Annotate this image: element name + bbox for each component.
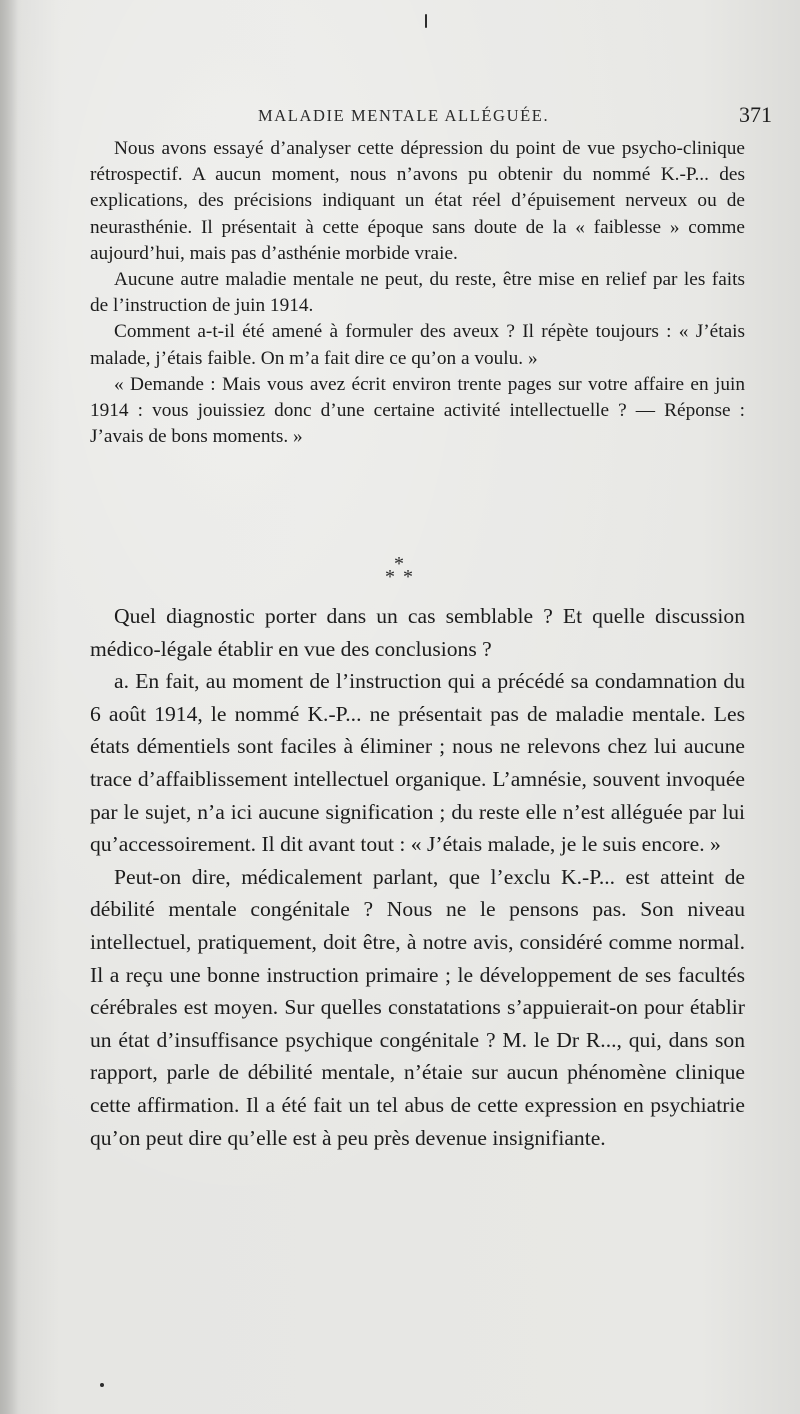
page-number: 371 [739,102,772,127]
page-gutter-shadow [0,0,18,1414]
paragraph-diagnostic-question: Quel diagnostic porter dans un cas semblable ? Et quelle discussion médico-légale établir en vue des conclusions ? [90,604,745,661]
asterism-star-left: * [385,566,395,588]
text-block-lower [90,600,745,1154]
paragraph-interrogation-quote: « Demande : Mais vous avez écrit environ trente pages sur votre affaire en juin 1914 : vous jouissiez donc d’une certaine activité intellectuelle ? — Réponse : J’avais de bons moments. » [90,373,745,448]
ink-speck [100,1383,104,1387]
ink-speck [425,14,427,28]
page-header [90,102,780,132]
asterism-star-top: * [394,553,404,575]
asterism-star-right: * [403,566,413,588]
paragraph-depression-analysis: Nous avons essayé d’analyser cette dépression du point de vue psycho-clinique rétrospectif. A aucun moment, nous n’avons pu obtenir du nommé K.-P... des explications, des précisions indiquant un état réel d’épuisement nerveux ou de neurasthénie. Il présentait à cette époque sans doute de la « faiblesse » comme aujourd’hui, mais pas d’asthénie morbide vraie. [90,138,745,264]
paragraph-point-a: a. En fait, au moment de l’instruction qui a précédé sa condamnation du 6 août 1914, le nommé K.-P... ne présentait pas de maladie mentale. Les états démentiels sont faciles à éliminer ; nous ne relevons chez lui aucune trace d’affaiblissement intellectuel organique. L’amnésie, souvent invoquée par le sujet, n’a ici aucune signification ; du reste elle n’est alléguée par lui qu’accessoirement. Il dit avant tout : « J’étais malade, je le suis encore. » [90,669,745,857]
paragraph-debilite-mentale: Peut-on dire, médicalement parlant, que l’exclu K.-P... est atteint de débilité mentale congénitale ? Nous ne le pensons pas. Son niveau intellectuel, pratiquement, doit être, à notre avis, considéré comme normal. Il a reçu une bonne instruction primaire ; le développement de ses facultés cérébrales est moyen. Sur quelles constatations s’appuierait-on pour établir un état d’insuffisance psychique congénitale ? M. le Dr R..., qui, dans son rapport, parle de débilité mentale, n’étaie sur aucun phénomène clinique cette affirmation. Il a été fait un tel abus de cette expression en psychiatrie qu’on peut dire qu’elle est à peu près devenue insignifiante. [90,864,745,1150]
text-block-upper [90,136,745,450]
running-head: MALADIE MENTALE ALLÉGUÉE. [258,106,550,125]
section-asterism [385,553,415,589]
paragraph-confession: Comment a-t-il été amené à formuler des aveux ? Il répète toujours : « J’étais malade, j’étais faible. On m’a fait dire ce qu’on a voulu. » [90,321,745,369]
paragraph-no-other-disease: Aucune autre maladie mentale ne peut, du reste, être mise en relief par les faits de l’instruction de juin 1914. [90,269,745,317]
